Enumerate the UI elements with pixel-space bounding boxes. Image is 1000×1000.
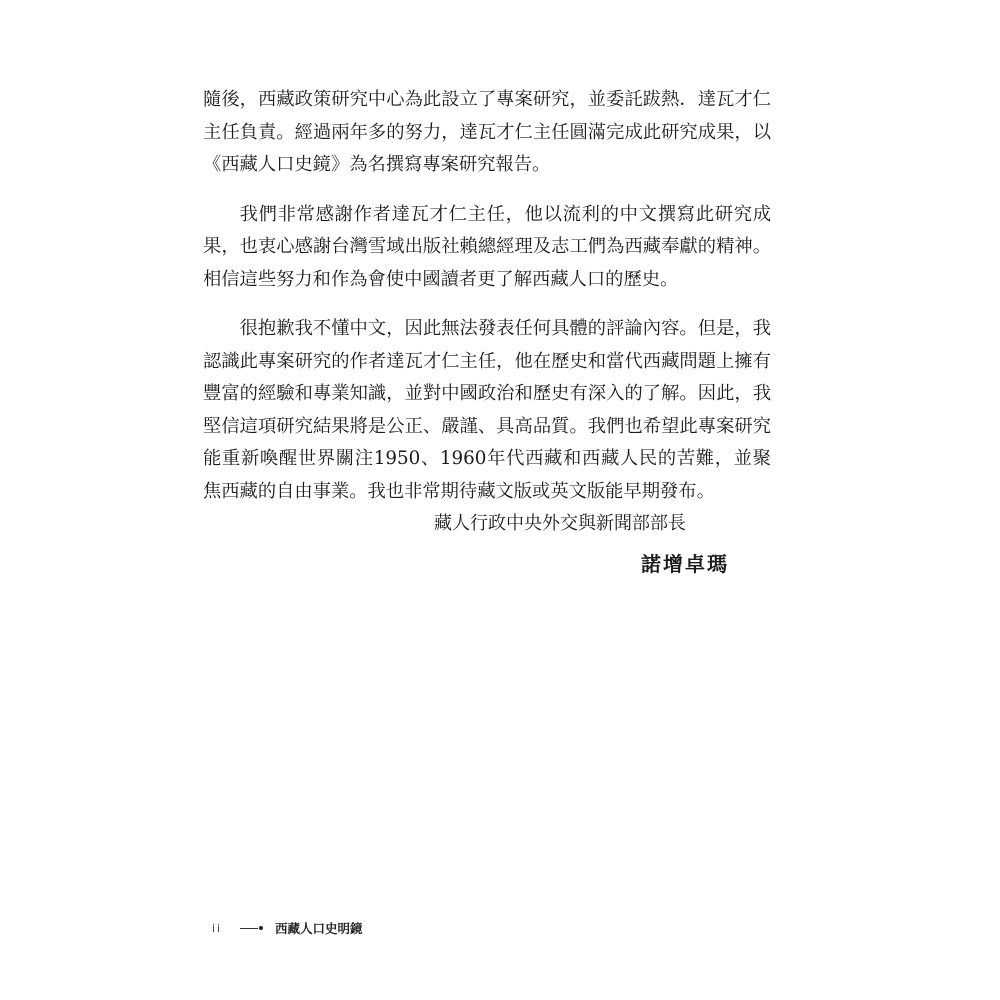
foreword-body	[203, 84, 771, 525]
paragraph-3: 很抱歉我不懂中文，因此無法發表任何具體的評論內容。但是，我認識此專案研究的作者達瓦才仁主任，他在歷史和當代西藏問題上擁有豐富的經驗和專業知識，並對中國政治和歷史有深入的了解。因此，我堅信這項研究結果將是公正、嚴謹、具高品質。我們也希望此專案研究能重新喚醒世界關注1950、1960年代西藏和西藏人民的苦難，並聚焦西藏的自由事業。我也非常期待藏文版或英文版能早期發布。	[203, 318, 771, 502]
signatory-name: 諾增卓瑪	[641, 552, 729, 576]
rule-line	[240, 928, 258, 929]
running-book-title: 西藏人口史明鏡	[275, 921, 363, 936]
page-number: ii	[212, 921, 223, 935]
paragraph-2: 我們非常感謝作者達瓦才仁主任，他以流利的中文撰寫此研究成果，也衷心感謝台灣雪域出版社賴總經理及志工們為西藏奉獻的精神。相信這些努力和作為會使中國讀者更了解西藏人口的歷史。	[203, 203, 771, 290]
bullet-dot-icon	[259, 926, 263, 930]
footer-rule-icon	[240, 926, 263, 930]
page-footer	[212, 918, 363, 938]
signatory-title: 藏人行政中央外交與新聞部部長	[434, 513, 686, 534]
paragraph-1: 隨後，西藏政策研究中心為此設立了專案研究，並委託跋熱．達瓦才仁主任負責。經過兩年多的努力，達瓦才仁主任圓滿完成此研究成果，以《西藏人口史鏡》為名撰寫專案研究報告。	[203, 89, 771, 175]
